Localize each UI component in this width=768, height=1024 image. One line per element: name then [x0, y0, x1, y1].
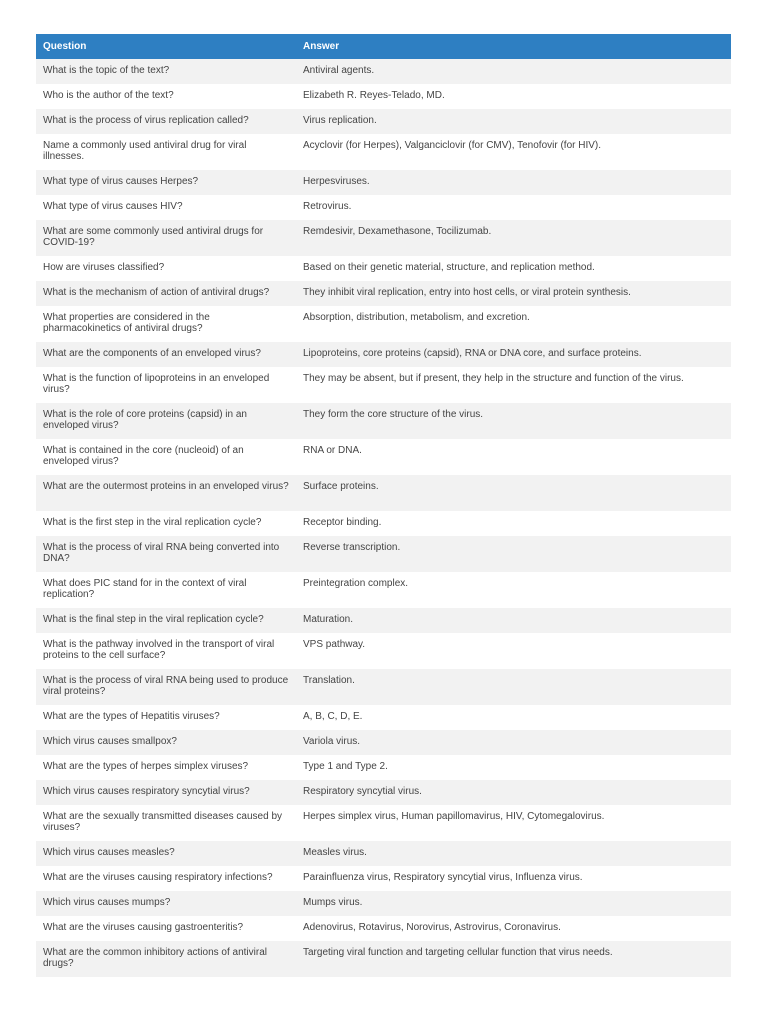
- question-cell: How are viruses classified?: [36, 256, 296, 281]
- answer-cell: Measles virus.: [296, 841, 731, 866]
- answer-cell: Herpesviruses.: [296, 170, 731, 195]
- answer-cell: Based on their genetic material, structure, and replication method.: [296, 256, 731, 281]
- answer-cell: Type 1 and Type 2.: [296, 755, 731, 780]
- question-cell: What are the viruses causing gastroenteritis?: [36, 916, 296, 941]
- answer-cell: Receptor binding.: [296, 511, 731, 536]
- answer-cell: Absorption, distribution, metabolism, and excretion.: [296, 306, 731, 342]
- table-row: [36, 170, 731, 195]
- table-row: [36, 841, 731, 866]
- answer-cell: Retrovirus.: [296, 195, 731, 220]
- question-cell: What type of virus causes Herpes?: [36, 170, 296, 195]
- question-cell: What is the process of viral RNA being used to produce viral proteins?: [36, 669, 296, 705]
- table-row: [36, 256, 731, 281]
- question-cell: What are the outermost proteins in an enveloped virus?: [36, 475, 296, 511]
- table-row: [36, 572, 731, 608]
- answer-cell: RNA or DNA.: [296, 439, 731, 475]
- answer-cell: Maturation.: [296, 608, 731, 633]
- answer-cell: Acyclovir (for Herpes), Valganciclovir (for CMV), Tenofovir (for HIV).: [296, 134, 731, 170]
- question-cell: What is the pathway involved in the transport of viral proteins to the cell surface?: [36, 633, 296, 669]
- question-cell: What are the viruses causing respiratory infections?: [36, 866, 296, 891]
- answer-cell: Preintegration complex.: [296, 572, 731, 608]
- question-cell: What is the role of core proteins (capsid) in an enveloped virus?: [36, 403, 296, 439]
- answer-cell: Virus replication.: [296, 109, 731, 134]
- table-row: [36, 220, 731, 256]
- table-row: [36, 59, 731, 84]
- answer-cell: Translation.: [296, 669, 731, 705]
- answer-cell: Respiratory syncytial virus.: [296, 780, 731, 805]
- table-row: [36, 439, 731, 475]
- question-cell: What is the final step in the viral replication cycle?: [36, 608, 296, 633]
- answer-cell: They inhibit viral replication, entry into host cells, or viral protein synthesis.: [296, 281, 731, 306]
- table-row: [36, 281, 731, 306]
- answer-cell: Variola virus.: [296, 730, 731, 755]
- table-row: [36, 730, 731, 755]
- table-row: [36, 195, 731, 220]
- table-row: [36, 633, 731, 669]
- question-cell: What are the common inhibitory actions of antiviral drugs?: [36, 941, 296, 977]
- answer-column-header: Answer: [296, 34, 731, 59]
- question-cell: What is contained in the core (nucleoid) of an enveloped virus?: [36, 439, 296, 475]
- table-row: [36, 705, 731, 730]
- answer-cell: A, B, C, D, E.: [296, 705, 731, 730]
- table-row: [36, 109, 731, 134]
- question-cell: What is the process of virus replication called?: [36, 109, 296, 134]
- answer-cell: They may be absent, but if present, they help in the structure and function of the virus.: [296, 367, 731, 403]
- table-row: [36, 475, 731, 511]
- answer-cell: Surface proteins.: [296, 475, 731, 511]
- answer-cell: They form the core structure of the virus.: [296, 403, 731, 439]
- table-row: [36, 780, 731, 805]
- question-cell: What are the types of herpes simplex viruses?: [36, 755, 296, 780]
- question-cell: What properties are considered in the pharmacokinetics of antiviral drugs?: [36, 306, 296, 342]
- answer-cell: Antiviral agents.: [296, 59, 731, 84]
- table-row: [36, 755, 731, 780]
- question-cell: Name a commonly used antiviral drug for viral illnesses.: [36, 134, 296, 170]
- question-cell: What are some commonly used antiviral drugs for COVID-19?: [36, 220, 296, 256]
- qa-table: [36, 34, 731, 977]
- question-cell: Which virus causes measles?: [36, 841, 296, 866]
- question-cell: What is the function of lipoproteins in an enveloped virus?: [36, 367, 296, 403]
- answer-cell: Adenovirus, Rotavirus, Norovirus, Astrovirus, Coronavirus.: [296, 916, 731, 941]
- question-cell: What is the first step in the viral replication cycle?: [36, 511, 296, 536]
- question-cell: Who is the author of the text?: [36, 84, 296, 109]
- table-row: [36, 891, 731, 916]
- question-cell: Which virus causes respiratory syncytial virus?: [36, 780, 296, 805]
- table-row: [36, 342, 731, 367]
- answer-cell: Remdesivir, Dexamethasone, Tocilizumab.: [296, 220, 731, 256]
- table-row: [36, 134, 731, 170]
- answer-cell: Herpes simplex virus, Human papillomavirus, HIV, Cytomegalovirus.: [296, 805, 731, 841]
- table-row: [36, 536, 731, 572]
- question-cell: Which virus causes smallpox?: [36, 730, 296, 755]
- question-column-header: Question: [36, 34, 296, 59]
- question-cell: What is the topic of the text?: [36, 59, 296, 84]
- table-row: [36, 367, 731, 403]
- table-row: [36, 403, 731, 439]
- question-cell: What does PIC stand for in the context of viral replication?: [36, 572, 296, 608]
- table-row: [36, 916, 731, 941]
- answer-cell: Parainfluenza virus, Respiratory syncytial virus, Influenza virus.: [296, 866, 731, 891]
- answer-cell: VPS pathway.: [296, 633, 731, 669]
- table-row: [36, 866, 731, 891]
- table-header-row: [36, 34, 731, 59]
- table-row: [36, 608, 731, 633]
- answer-cell: Mumps virus.: [296, 891, 731, 916]
- answer-cell: Lipoproteins, core proteins (capsid), RNA or DNA core, and surface proteins.: [296, 342, 731, 367]
- question-cell: What are the types of Hepatitis viruses?: [36, 705, 296, 730]
- table-row: [36, 805, 731, 841]
- table-row: [36, 84, 731, 109]
- question-cell: What is the mechanism of action of antiviral drugs?: [36, 281, 296, 306]
- question-cell: What are the components of an enveloped virus?: [36, 342, 296, 367]
- table-row: [36, 941, 731, 977]
- answer-cell: Elizabeth R. Reyes-Telado, MD.: [296, 84, 731, 109]
- table-row: [36, 669, 731, 705]
- question-cell: What are the sexually transmitted diseases caused by viruses?: [36, 805, 296, 841]
- answer-cell: Reverse transcription.: [296, 536, 731, 572]
- question-cell: What type of virus causes HIV?: [36, 195, 296, 220]
- question-cell: What is the process of viral RNA being converted into DNA?: [36, 536, 296, 572]
- question-cell: Which virus causes mumps?: [36, 891, 296, 916]
- answer-cell: Targeting viral function and targeting cellular function that virus needs.: [296, 941, 731, 977]
- table-row: [36, 306, 731, 342]
- table-row: [36, 511, 731, 536]
